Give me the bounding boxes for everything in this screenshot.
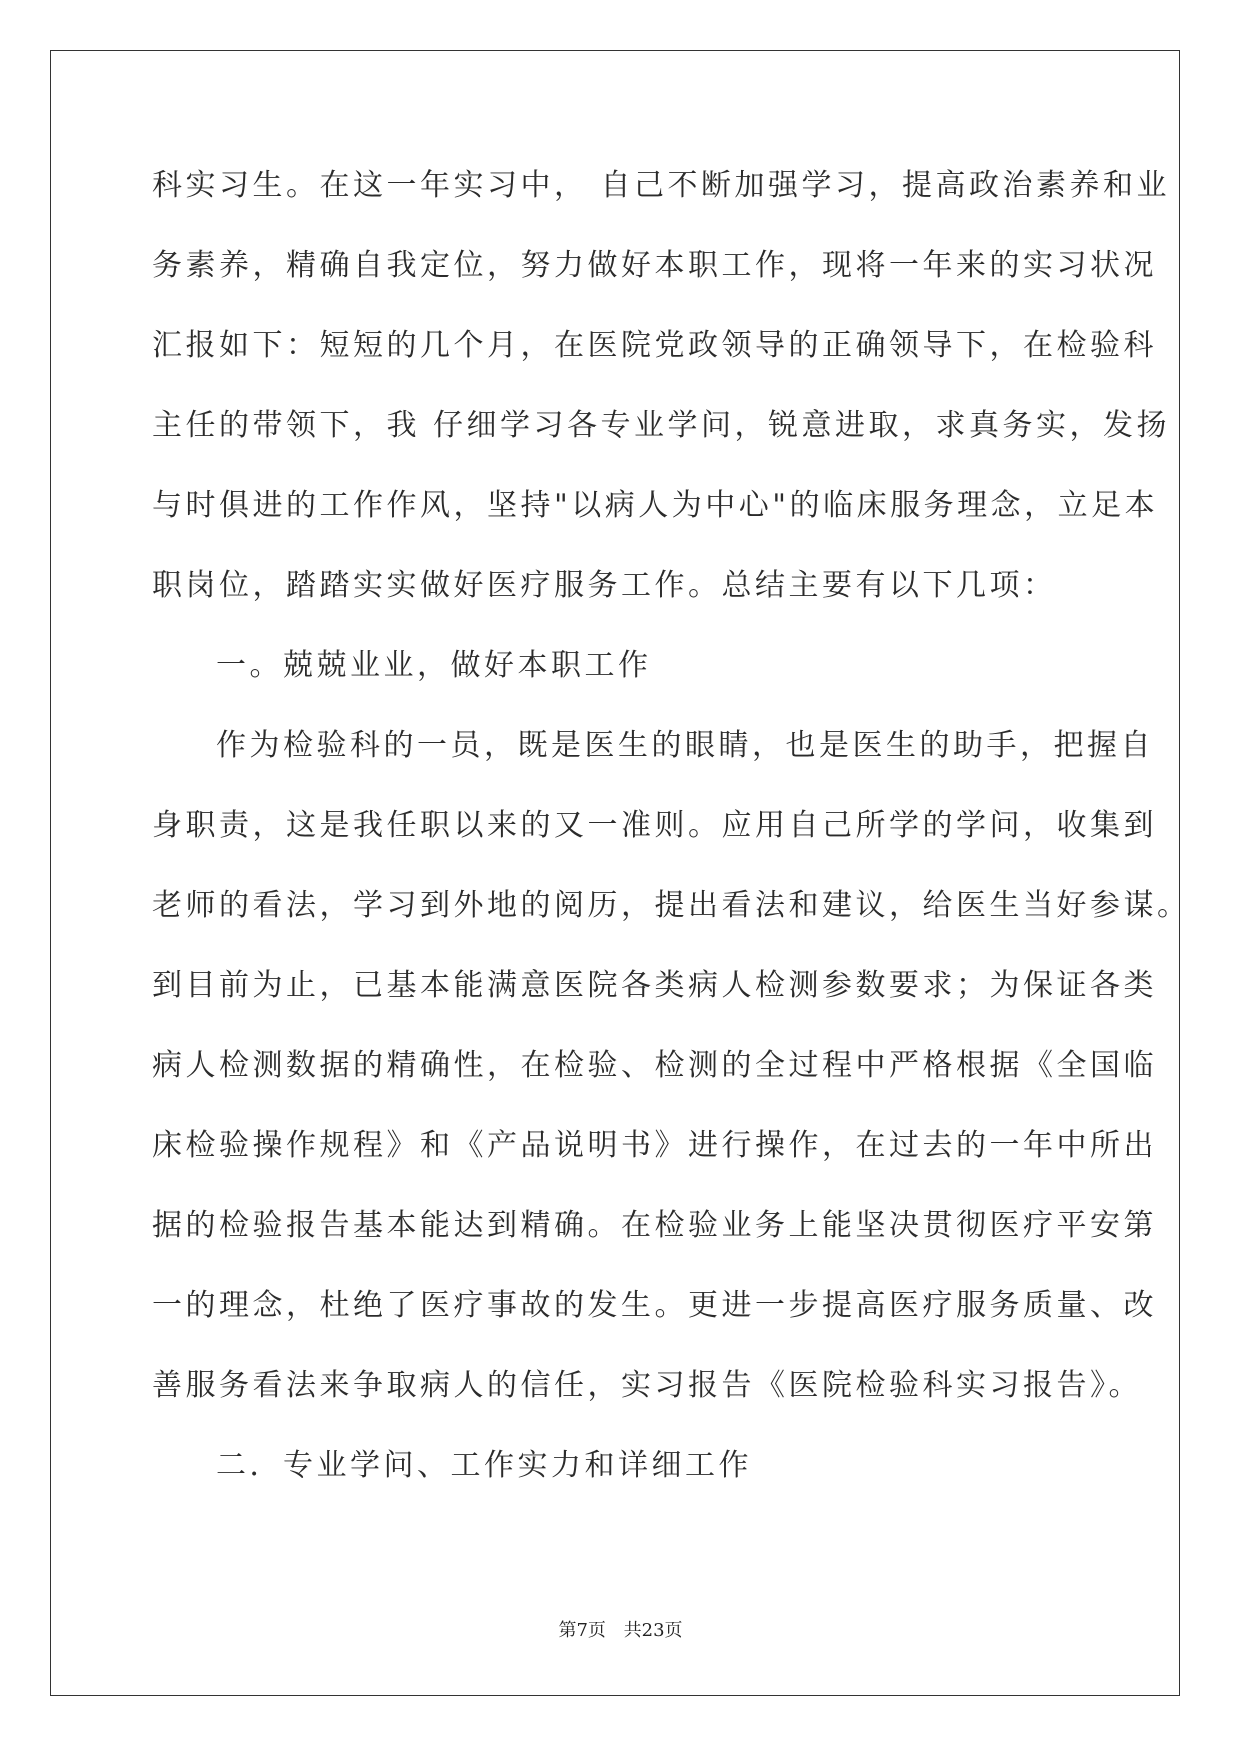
paragraph-line: 科实习生。在这一年实习中， 自己不断加强学习，提高政治素养和业 — [152, 168, 1171, 203]
paragraph-line: 到目前为止，已基本能满意医院各类病人检测参数要求；为保证各类 — [152, 968, 1157, 1003]
paragraph-line: 作为检验科的一员，既是医生的眼睛，也是医生的助手，把握自 — [216, 728, 1154, 763]
paragraph-line: 汇报如下：短短的几个月，在医院党政领导的正确领导下，在检验科 — [152, 328, 1157, 363]
page-footer — [0, 1616, 1241, 1642]
document-body — [152, 160, 1191, 1520]
paragraph-line: 老师的看法，学习到外地的阅历，提出看法和建议，给医生当好参谋。 — [152, 888, 1191, 923]
paragraph-line: 务素养，精确自我定位，努力做好本职工作，现将一年来的实习状况 — [152, 248, 1157, 283]
paragraph-line: 床检验操作规程》和《产品说明书》进行操作，在过去的一年中所出 — [152, 1128, 1157, 1163]
paragraph-line: 一的理念，杜绝了医疗事故的发生。更进一步提高医疗服务质量、改 — [152, 1288, 1157, 1323]
paragraph-line: 与时俱进的工作作风，坚持"以病人为中心"的临床服务理念，立足本 — [152, 488, 1159, 523]
paragraph-line: 善服务看法来争取病人的信任，实习报告《医院检验科实习报告》。 — [152, 1368, 1142, 1403]
page-total: 共23页 — [623, 1620, 683, 1641]
section-heading-1: 一。兢兢业业，做好本职工作 — [216, 648, 652, 683]
paragraph-line: 身职责，这是我任职以来的又一准则。应用自己所学的学问，收集到 — [152, 808, 1157, 843]
page-number: 第7页 — [558, 1620, 606, 1641]
section-heading-2: 二．专业学问、工作实力和详细工作 — [216, 1448, 752, 1483]
paragraph-line: 据的检验报告基本能达到精确。在检验业务上能坚决贯彻医疗平安第 — [152, 1208, 1157, 1243]
paragraph-line: 病人检测数据的精确性，在检验、检测的全过程中严格根据《全国临 — [152, 1048, 1157, 1083]
paragraph-line: 职岗位，踏踏实实做好医疗服务工作。总结主要有以下几项： — [152, 568, 1057, 603]
paragraph-line: 主任的带领下，我 仔细学习各专业学问，锐意进取，求真务实，发扬 — [152, 408, 1171, 443]
